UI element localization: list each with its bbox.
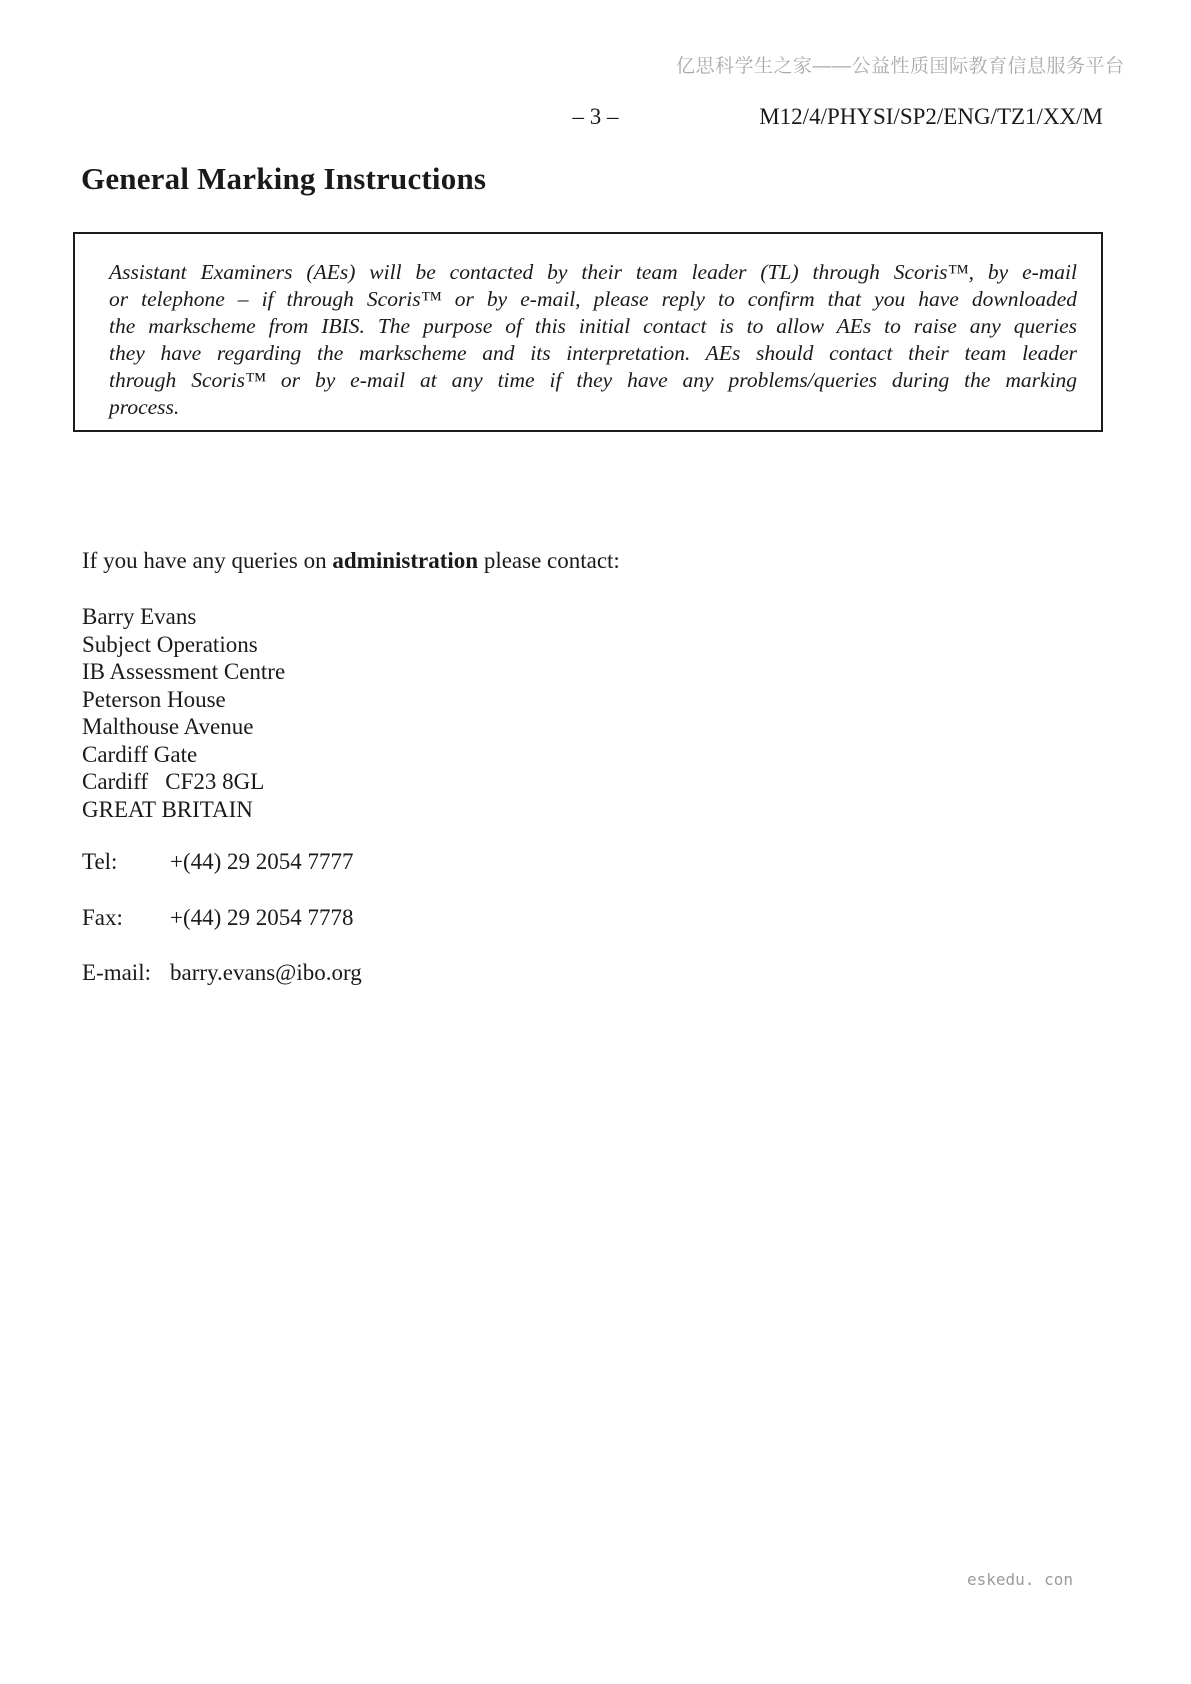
telephone-label: Tel: [82, 849, 118, 874]
page-title: General Marking Instructions [81, 161, 487, 196]
document-code: M12/4/PHYSI/SP2/ENG/TZ1/XX/M [759, 104, 1103, 129]
address-line: Subject Operations [82, 631, 258, 657]
fax-number: +(44) 29 2054 7778 [170, 905, 354, 930]
page-number: – 3 – [572, 104, 619, 129]
watermark-bottom: eskedu. con [967, 1570, 1073, 1589]
instructions-line: or telephone – if through Scoris™ or by e-mail, please reply to confirm that you have downloaded [109, 287, 1077, 311]
address-line: IB Assessment Centre [82, 659, 286, 684]
watermark-top: 亿思科学生之家——公益性质国际教育信息服务平台 [676, 56, 1125, 77]
instructions-line: process. [109, 395, 180, 419]
contact-name: Barry Evans [82, 604, 197, 629]
contact-address-block [82, 603, 285, 823]
address-line: Cardiff CF23 8GL [82, 769, 265, 794]
email-address: barry.evans@ibo.org [170, 960, 362, 985]
address-line: Peterson House [82, 686, 226, 712]
instructions-line: through Scoris™ or by e-mail at any time if they have any problems/queries during the marking [109, 368, 1077, 392]
telephone-row [82, 849, 354, 875]
queries-sentence [82, 548, 620, 574]
address-line: Malthouse Avenue [82, 714, 254, 739]
fax-row [82, 905, 354, 931]
instructions-line: Assistant Examiners (AEs) will be contacted by their team leader (TL) through Scoris™, by e-mail [109, 260, 1077, 284]
email-label: E-mail: [82, 960, 151, 985]
instructions-line: they have regarding the markscheme and its interpretation. AEs should contact their team leader [109, 341, 1077, 365]
instructions-line: the markscheme from IBIS. The purpose of this initial contact is to allow AEs to raise any queries [109, 314, 1077, 338]
instructions-box [73, 232, 1103, 432]
fax-label: Fax: [82, 905, 123, 930]
email-row [82, 960, 362, 986]
address-line: Cardiff Gate [82, 741, 198, 767]
queries-bold-word: administration [332, 548, 479, 573]
queries-prefix: If you have any queries on [82, 548, 333, 573]
telephone-number: +(44) 29 2054 7777 [170, 849, 354, 874]
queries-suffix: please contact: [478, 548, 620, 573]
address-country: GREAT BRITAIN [82, 796, 253, 822]
